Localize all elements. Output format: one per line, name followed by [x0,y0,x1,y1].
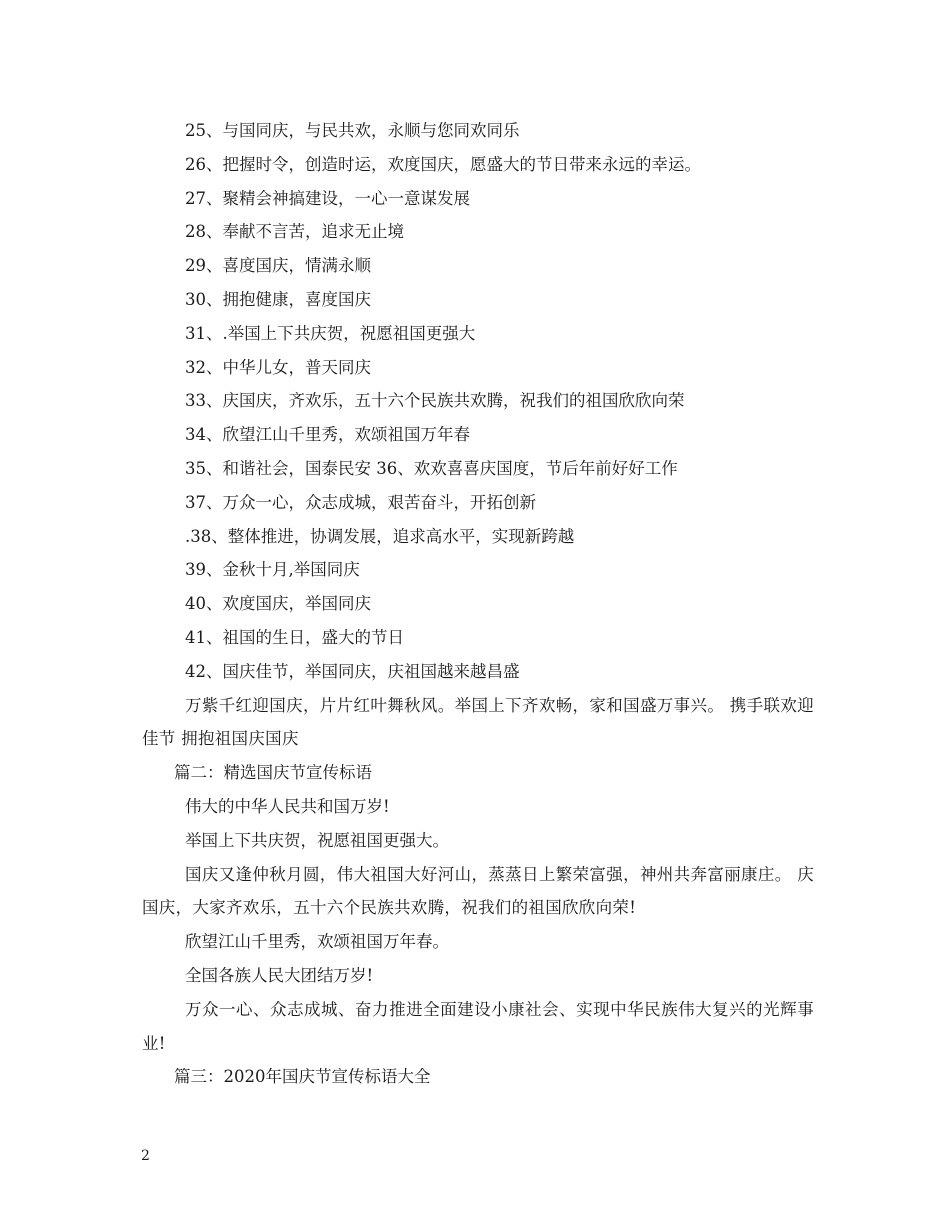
list-item: 28、奉献不言苦，追求无止境 [185,222,404,242]
list-item: 34、欣望江山千里秀，欢颂祖国万年春 [185,425,470,445]
paragraph-national-day: 国庆又逢仲秋月圆，伟大祖国大好河山，蒸蒸日上繁荣富强，神州共奔富丽康庄。 庆国庆，大家齐欢乐，五十六个民族共欢腾，祝我们的祖国欣欣向荣! [142,864,814,918]
list-item: 25、与国同庆，与民共欢，永顺与您同欢同乐 [185,121,520,140]
slogan-line: 举国上下共庆贺，祝愿祖国更强大。 [185,830,449,850]
list-item: 37、万众一心，众志成城，艰苦奋斗，开拓创新 [185,492,536,512]
list-item: 42、国庆佳节，举国同庆，庆祖国越来越昌盛 [185,661,520,681]
list-item: 39、金秋十月,举国同庆 [185,560,360,580]
page-number: 2 [141,1148,150,1164]
paragraph-unity: 万众一心、众志成城、奋力推进全面建设小康社会、实现中华民族伟大复兴的光辉事业! [142,999,814,1053]
list-item: 41、祖国的生日，盛大的节日 [185,627,404,647]
list-item: 30、拥抱健康，喜度国庆 [185,289,371,309]
list-item: 29、喜度国庆，情满永顺 [185,256,371,276]
list-item: .38、整体推进，协调发展，追求高水平，实现新跨越 [185,526,575,546]
list-item: 27、聚精会神搞建设，一心一意谋发展 [185,188,470,208]
slogan-line: 全国各族人民大团结万岁! [185,965,374,985]
paragraph-slogan-poem: 万紫千红迎国庆，片片红叶舞秋风。举国上下齐欢畅，家和国盛万事兴。 携手联欢迎佳节 拥抱祖国庆国庆 [142,695,814,749]
list-item: 40、欢度国庆，举国同庆 [185,594,371,614]
list-item: 26、把握时令，创造时运，欢度国庆，愿盛大的节日带来永远的幸运。 [185,154,701,174]
list-item: 33、庆国庆，齐欢乐，五十六个民族共欢腾，祝我们的祖国欣欣向荣 [185,391,685,411]
document-body [142,114,814,1094]
list-item: 31、.举国上下共庆贺，祝愿祖国更强大 [185,323,476,343]
list-item: 32、中华儿女，普天同庆 [185,357,371,377]
slogan-line: 欣望江山千里秀，欢颂祖国万年春。 [185,932,449,952]
list-item: 35、和谐社会，国泰民安 36、欢欢喜喜庆国度，节后年前好好工作 [185,458,678,478]
section-heading-2: 篇二：精选国庆节宣传标语 [174,763,372,783]
section-heading-3: 篇三：2020年国庆节宣传标语大全 [174,1067,431,1087]
slogan-line: 伟大的中华人民共和国万岁! [185,796,390,816]
